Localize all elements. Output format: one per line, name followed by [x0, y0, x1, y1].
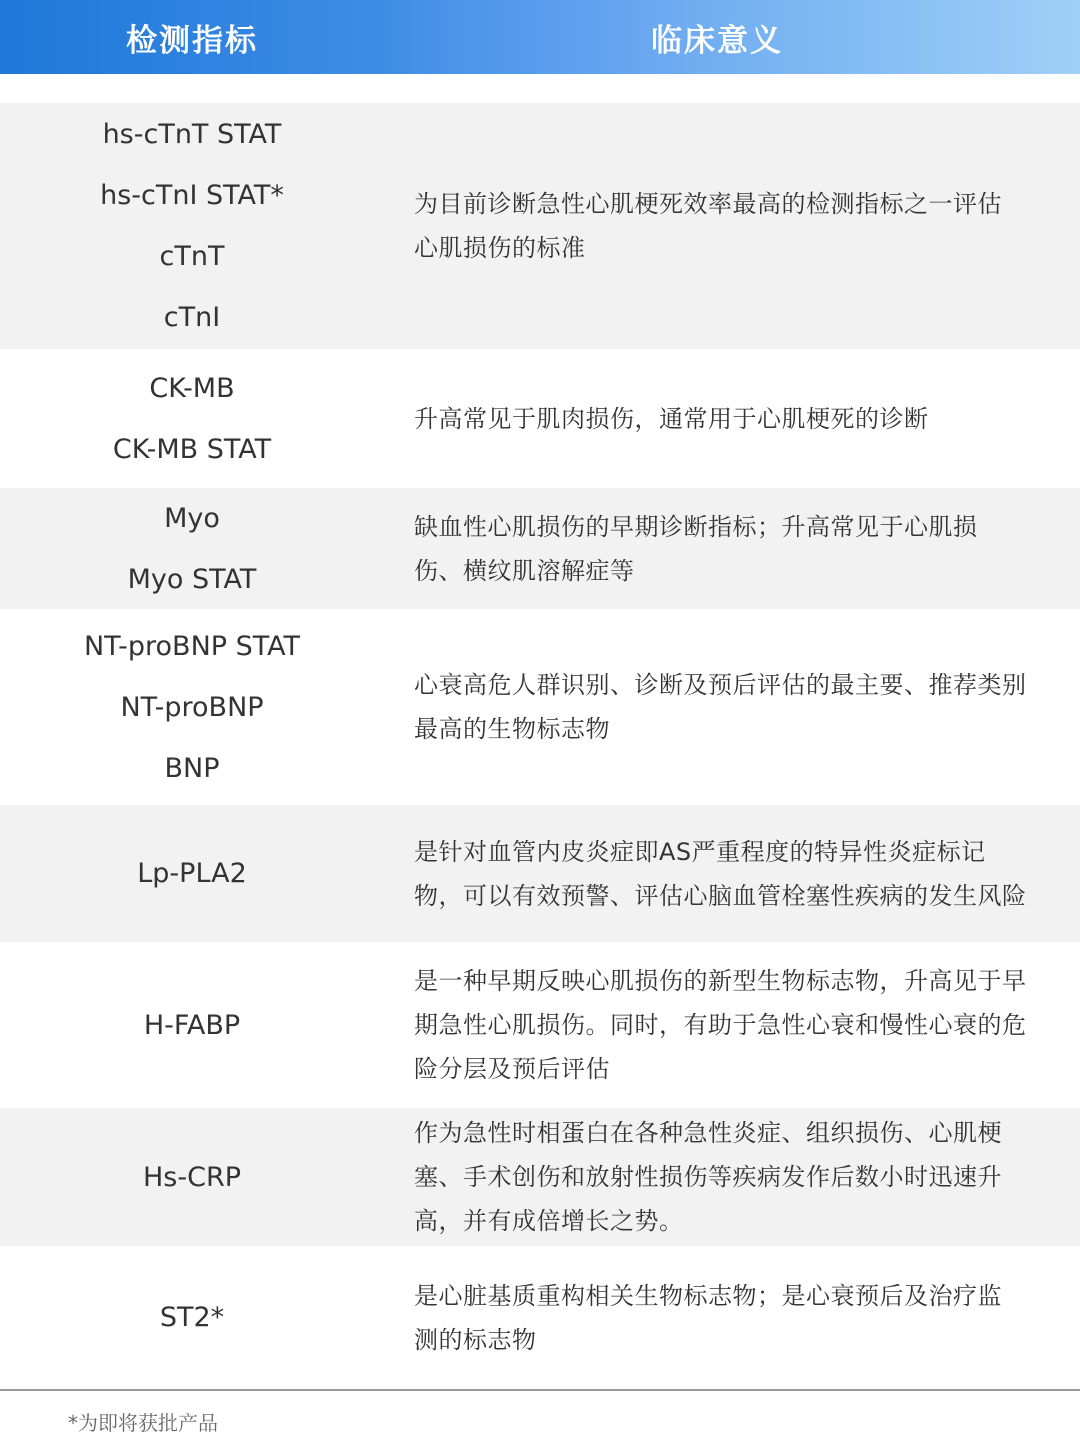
description-text: 心衰高危人群识别、诊断及预后评估的最主要、推荐类别最高的生物标志物 — [414, 671, 1027, 743]
indicator-name: Myo STAT — [127, 563, 257, 595]
table-row — [0, 1246, 1080, 1389]
table-row — [0, 488, 1080, 609]
description-text: 是一种早期反映心肌损伤的新型生物标志物，升高见于早期急性心肌损伤。同时，有助于急性心衰和慢性心衰的危险分层及预后评估 — [414, 967, 1027, 1083]
description-text: 是心脏基质重构相关生物标志物；是心衰预后及治疗监测的标志物 — [414, 1281, 1002, 1354]
indicator-names — [0, 942, 384, 1108]
clinical-significance — [414, 805, 1034, 942]
clinical-significance — [414, 942, 1034, 1108]
clinical-significance — [414, 103, 1004, 349]
indicator-name: cTnI — [163, 302, 221, 333]
footnote: *为即将获批产品 — [68, 1411, 218, 1435]
indicator-name: hs-cTnT STAT — [102, 119, 282, 150]
indicator-name: NT-proBNP — [120, 691, 264, 723]
indicator-name: Hs-CRP — [142, 1161, 241, 1193]
header-indicator-label: 检测指标 — [126, 22, 258, 59]
indicator-name: BNP — [164, 752, 220, 784]
indicator-name: Lp-PLA2 — [137, 858, 247, 889]
indicator-name: H-FABP — [143, 1009, 241, 1041]
description-text: 作为急性时相蛋白在各种急性炎症、组织损伤、心肌梗塞、手术创伤和放射性损伤等疾病发作后数小时迅速升高，并有成倍增长之势。 — [414, 1119, 1002, 1235]
table-row — [0, 805, 1080, 942]
header-significance-label: 临床意义 — [651, 22, 783, 59]
indicator-names — [0, 488, 384, 609]
description-text: 缺血性心肌损伤的早期诊断指标；升高常见于心肌损伤、横纹肌溶解症等 — [414, 512, 978, 585]
indicator-names — [0, 1108, 384, 1246]
indicator-names — [0, 349, 384, 488]
clinical-significance — [414, 609, 1034, 805]
indicator-name: ST2* — [159, 1302, 225, 1333]
description-text: 升高常见于肌肉损伤，通常用于心肌梗死的诊断 — [414, 404, 929, 433]
indicator-name: Myo — [164, 502, 220, 534]
clinical-significance — [414, 1108, 1034, 1246]
indicator-names — [0, 1246, 384, 1389]
description-text: 是针对血管内皮炎症即AS严重程度的特异性炎症标记物，可以有效预警、评估心脑血管栓塞性疾病的发生风险 — [414, 837, 1027, 910]
table-row — [0, 103, 1080, 349]
description-text: 为目前诊断急性心肌梗死效率最高的检测指标之一评估心肌损伤的标准 — [414, 190, 1002, 262]
table-row — [0, 609, 1080, 805]
bottom-divider — [0, 1389, 1080, 1391]
clinical-significance — [414, 349, 1054, 488]
clinical-significance — [414, 1246, 1014, 1389]
table-row — [0, 349, 1080, 488]
indicator-name: CK-MB — [149, 372, 235, 404]
clinical-significance — [414, 488, 1014, 609]
table-header — [0, 0, 1080, 74]
indicator-names — [0, 103, 384, 349]
table-row — [0, 1108, 1080, 1246]
indicator-name: NT-proBNP STAT — [83, 630, 301, 662]
indicator-name: hs-cTnI STAT* — [100, 180, 284, 211]
indicator-name: CK-MB STAT — [112, 433, 272, 465]
indicator-names — [0, 609, 384, 805]
indicator-names — [0, 805, 384, 942]
indicator-name: cTnT — [159, 241, 225, 272]
table-row — [0, 942, 1080, 1108]
